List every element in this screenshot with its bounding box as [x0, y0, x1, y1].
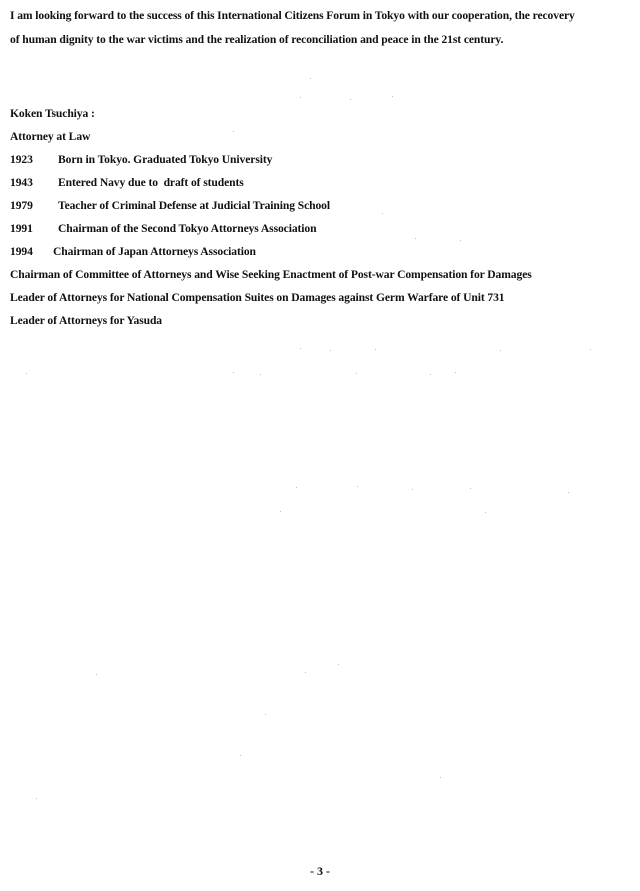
timeline-entry: [10, 217, 630, 240]
page-number: - 3 -: [310, 864, 330, 878]
timeline-year: 1991: [10, 222, 33, 235]
bio-name: Koken Tsuchiya :: [10, 107, 95, 120]
timeline-text: Entered Navy due to draft of students: [58, 176, 244, 189]
timeline-entry: [10, 148, 630, 171]
intro-line: I am looking forward to the success of this International Citizens Forum in Tokyo with our cooperation, the recovery: [10, 9, 575, 22]
timeline-year: 1923: [10, 153, 33, 166]
role-line: Leader of Attorneys for Yasuda: [10, 314, 163, 327]
timeline-text: Chairman of Japan Attorneys Association: [53, 245, 256, 258]
bio-profession: Attorney at Law: [10, 130, 91, 143]
timeline-year: 1979: [10, 199, 33, 212]
timeline-text: Chairman of the Second Tokyo Attorneys Association: [58, 222, 317, 235]
timeline-entry: [10, 171, 630, 194]
role-line: Chairman of Committee of Attorneys and Wise Seeking Enactment of Post-war Compensation for Damages: [10, 268, 532, 281]
timeline-entry: [10, 240, 630, 263]
timeline-year: 1994: [10, 245, 33, 258]
timeline-year: 1943: [10, 176, 33, 189]
intro-paragraph: [10, 4, 634, 52]
role-line: Leader of Attorneys for National Compensation Suites on Damages against Germ Warfare of Unit 731: [10, 291, 505, 304]
intro-line: of human dignity to the war victims and the realization of reconciliation and peace in the 21st century.: [10, 33, 504, 46]
timeline-entry: [10, 194, 630, 217]
biography-section: [10, 102, 630, 332]
timeline-text: Teacher of Criminal Defense at Judicial Training School: [58, 199, 331, 212]
timeline-text: Born in Tokyo. Graduated Tokyo University: [58, 153, 273, 166]
